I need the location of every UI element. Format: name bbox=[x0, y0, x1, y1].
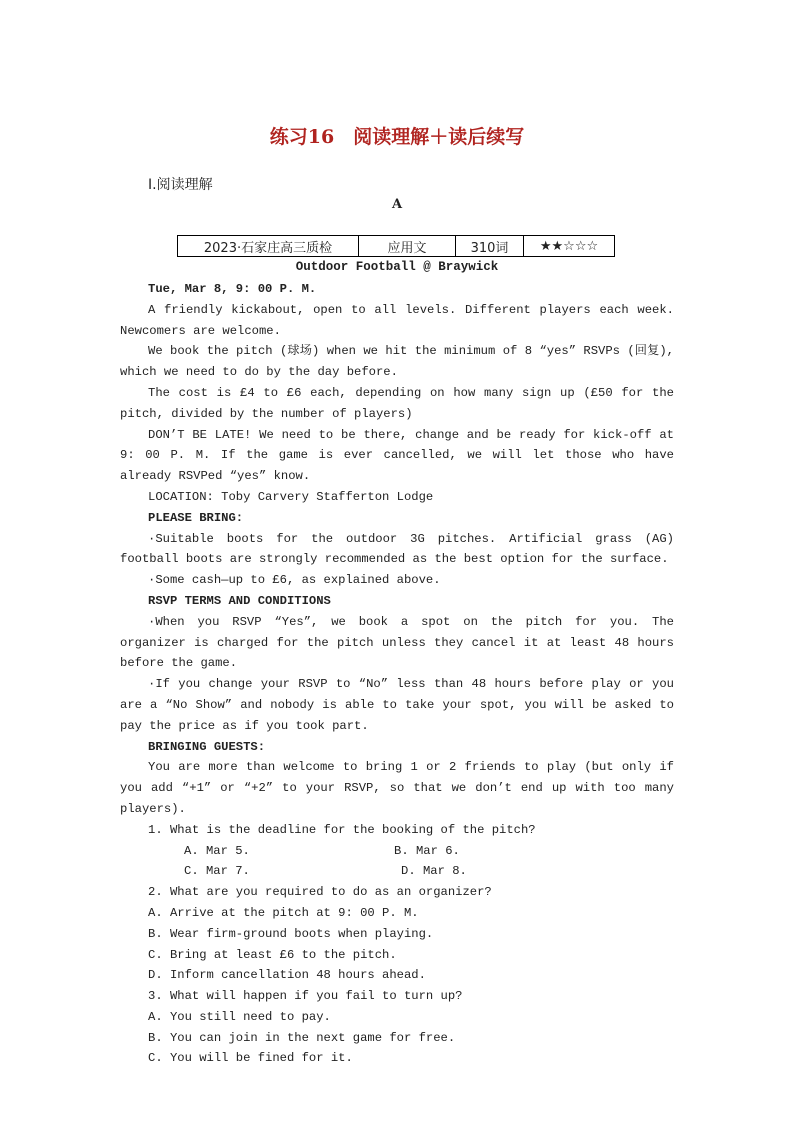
paragraph: A friendly kickabout, open to all levels. Different players each week. Newcomers are welcome. bbox=[120, 302, 674, 338]
option-d: D. Inform cancellation 48 hours ahead. bbox=[148, 968, 426, 983]
bullet-item: ·If you change your RSVP to “No” less than 48 hours before play or you are a “No Show” and nobody is able to take your spot, you will be asked to pay the price as if you took part. bbox=[120, 677, 674, 733]
passage-body bbox=[120, 279, 674, 1069]
event-time: Tue, Mar 8, 9: 00 P. M. bbox=[148, 282, 317, 296]
difficulty-cell: ★★☆☆☆ bbox=[524, 236, 615, 257]
subheading-bringing-guests: BRINGING GUESTS: bbox=[148, 739, 266, 754]
paragraph: We book the pitch (球场) when we hit the minimum of 8 “yes” RSVPs (回复), which we need to do by the day before. bbox=[120, 344, 674, 380]
option-a: A. You still need to pay. bbox=[148, 1009, 331, 1024]
word-count-cell: 310词 bbox=[456, 236, 524, 257]
option-b: B. Wear firm-ground boots when playing. bbox=[148, 926, 434, 941]
source-cell: 2023·石家庄高三质检 bbox=[178, 236, 359, 257]
subheading-please-bring: PLEASE BRING: bbox=[148, 510, 244, 525]
bullet-item: ·Some cash—up to £6, as explained above. bbox=[148, 573, 441, 588]
page-title: 练习16 阅读理解＋读后续写 bbox=[269, 126, 525, 148]
question-1-options-row-2 bbox=[120, 861, 674, 882]
passage-info-table bbox=[177, 235, 615, 257]
option-c: C. Bring at least £6 to the pitch. bbox=[148, 947, 397, 962]
option-d: D. Mar 8. bbox=[401, 864, 467, 879]
option-a: A. Arrive at the pitch at 9: 00 P. M. bbox=[148, 905, 419, 920]
question-1-options-row-1 bbox=[120, 841, 674, 862]
passage-letter: A bbox=[391, 197, 403, 212]
question-1-stem: 1. What is the deadline for the booking of the pitch? bbox=[148, 822, 536, 837]
genre-cell: 应用文 bbox=[359, 236, 456, 257]
section-heading: Ⅰ.阅读理解 bbox=[148, 177, 213, 193]
option-b: B. Mar 6. bbox=[394, 843, 460, 858]
option-a: A. Mar 5. bbox=[184, 843, 250, 858]
location-line: LOCATION: Toby Carvery Stafferton Lodge bbox=[148, 489, 434, 504]
bullet-item: ·When you RSVP “Yes”, we book a spot on the pitch for you. The organizer is charged for the pitch unless they cancel it at least 48 hours before the game. bbox=[120, 614, 674, 671]
paragraph: DON’T BE LATE! We need to be there, change and be ready for kick-off at 9: 00 P. M. If the game is ever cancelled, we will let those who have already RSVPed “yes” know. bbox=[120, 427, 674, 484]
paragraph: You are more than welcome to bring 1 or 2 friends to play (but only if you add “+1” or “+2” to your RSVP, so that we don’t end up with too many players). bbox=[120, 760, 674, 816]
question-3-stem: 3. What will happen if you fail to turn up? bbox=[148, 989, 463, 1004]
option-c: C. You will be fined for it. bbox=[148, 1051, 353, 1066]
subheading-rsvp-terms: RSVP TERMS AND CONDITIONS bbox=[148, 593, 331, 608]
option-c: C. Mar 7. bbox=[184, 864, 250, 879]
passage-headline: Outdoor Football @ Braywick bbox=[295, 260, 499, 274]
bullet-item: ·Suitable boots for the outdoor 3G pitches. Artificial grass (AG) football boots are strongly recommended as the best option for the surface. bbox=[120, 531, 674, 567]
paragraph: The cost is £4 to £6 each, depending on how many sign up (£50 for the pitch, divided by the number of players) bbox=[120, 385, 674, 421]
option-b: B. You can join in the next game for free. bbox=[148, 1030, 456, 1045]
question-2-stem: 2. What are you required to do as an organizer? bbox=[148, 885, 492, 900]
